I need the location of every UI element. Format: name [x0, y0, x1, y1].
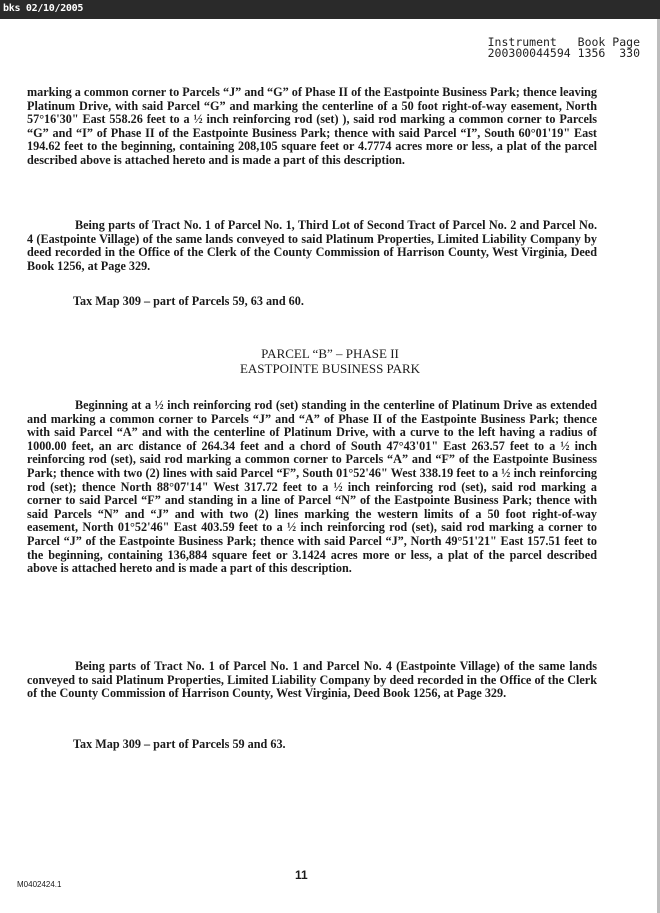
- tax-map-parcel-b: Tax Map 309 – part of Parcels 59 and 63.: [73, 737, 286, 751]
- page-number: 11: [295, 868, 308, 882]
- fax-header-bar: [0, 0, 660, 19]
- paragraph-parcel-b-source: Being parts of Tract No. 1 of Parcel No. 1 and Parcel No. 4 (Eastpointe Village) of the same lands conveyed to said Platinum Properties, Limited Liability Company by deed recorded in the Office of the Clerk of the County Commission of Harrison County, West Virginia, Deed Book 1256, at Page 329.: [27, 659, 597, 701]
- instrument-label: Instrument: [487, 35, 557, 49]
- paragraph-parcel-a-description: marking a common corner to Parcels “J” and “G” of Phase II of the Eastpointe Business Park; thence leaving Platinum Drive, with said Parcel “G” and marking the centerline of a 50 foot right-of-way easement, North 57°16'30" East 558.26 feet to a ½ inch reinforcing rod (set) ), said rod marking a common corner to Parcels “G” and “I” of Phase II of the Eastpointe Business Park; thence with said Parcel “I”, South 60°01'19" East 194.62 feet to the beginning, containing 208,105 square feet or 4.7774 acres more or less, a plat of the parcel described above is attached hereto and is made a part of this description.: [27, 85, 597, 167]
- page-number-recording: 330: [619, 46, 640, 60]
- book-label: Book: [577, 35, 606, 49]
- recording-stamp: [488, 37, 640, 59]
- instrument-number: 200300044594: [487, 46, 571, 60]
- parcel-b-subheading: EASTPOINTE BUSINESS PARK: [239, 361, 421, 376]
- book-number: 1356: [577, 46, 606, 60]
- tax-map-parcel-a: Tax Map 309 – part of Parcels 59, 63 and 60.: [73, 294, 304, 308]
- page-label: Page: [612, 35, 640, 49]
- recording-values: [488, 48, 640, 59]
- fax-stamp: bks 02/10/2005: [3, 3, 84, 14]
- paragraph-parcel-a-source: Being parts of Tract No. 1 of Parcel No. 1, Third Lot of Second Tract of Parcel No. 2 and Parcel No. 4 (Eastpointe Village) of the same lands conveyed to said Platinum Properties, Limited Liability Company by deed recorded in the Office of the Clerk of the County Commission of Harrison County, West Virginia, Deed Book 1256, at Page 329.: [27, 218, 597, 273]
- parcel-b-heading: PARCEL “B” – PHASE II: [261, 346, 399, 361]
- paragraph-parcel-b-description: Beginning at a ½ inch reinforcing rod (set) standing in the centerline of Platinum Drive as extended and marking a common corner to Parcels “J” and “A” of Phase II of the Eastpointe Business Park; thence with said Parcel “A” and with the centerline of Platinum Drive, with a curve to the left having a radius of 1000.00 feet, an arc distance of 264.34 feet and a chord of South 47°43'01" East 263.57 feet to a ½ inch reinforcing rod (set), said rod marking a common corner to Parcels “A” and “F” of the Eastpointe Business Park; thence with two (2) lines with said Parcel “F”, South 01°52'46" West 338.19 feet to a ½ inch reinforcing rod (set); thence North 88°07'14" West 317.72 feet to a ½ inch reinforcing rod (set), said rod marking a corner to said Parcel “F” and standing in a line of Parcel “N” of the Eastpointe Business Park; thence with said Parcels “N” and “J” and with two (2) lines marking the western limits of a 50 foot right-of-way easement, North 01°52'46" East 403.59 feet to a ½ inch reinforcing rod (set), said rod marking a corner to Parcel “J” of the Eastpointe Business Park; thence with said Parcel “J”, North 49°51'21" East 157.51 feet to the beginning, containing 136,884 square feet or 3.1424 acres more or less, a plat of the parcel described above is attached hereto and is made a part of this description.: [27, 398, 597, 576]
- document-id: M0402424.1: [17, 880, 62, 889]
